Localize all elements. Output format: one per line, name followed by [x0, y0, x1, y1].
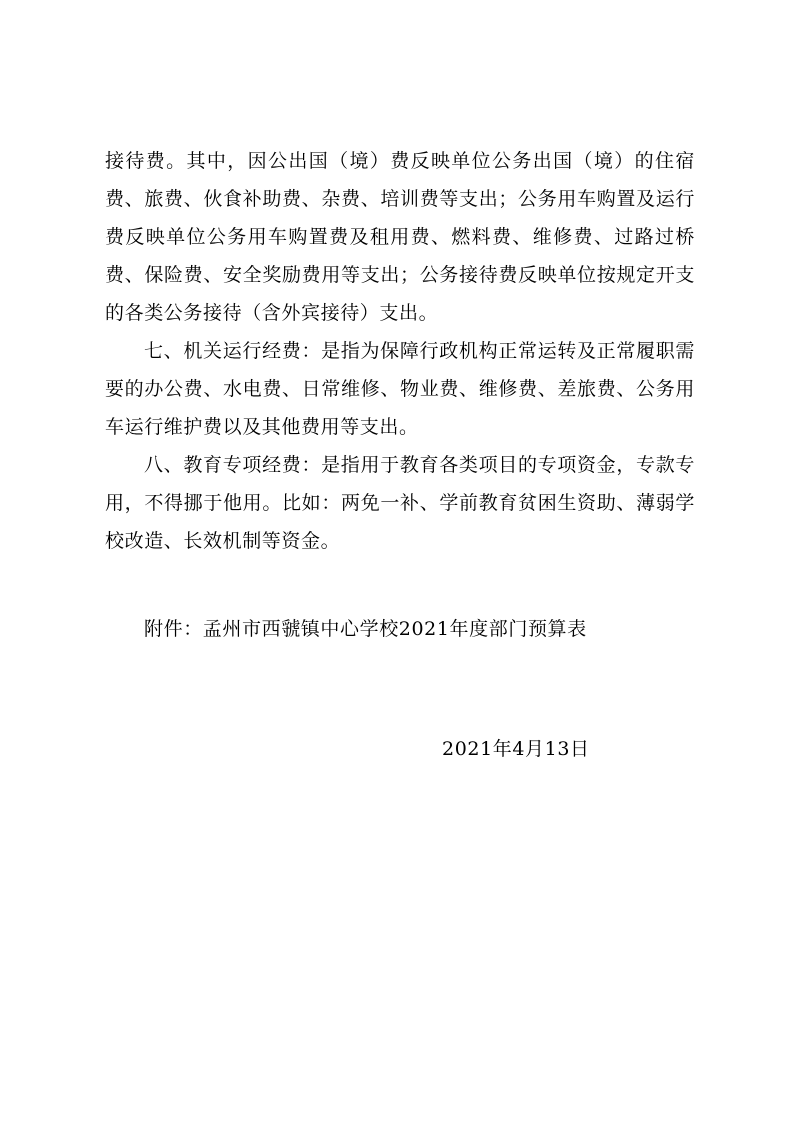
- paragraph-education-special-funds: 八、教育专项经费：是指用于教育各类项目的专项资金，专款专用，不得挪于他用。比如：两免一补、学前教育贫困生资助、薄弱学校改造、长效机制等资金。: [105, 454, 695, 552]
- attachment-line: 附件：孟州市西虢镇中心学校2021年度部门预算表: [144, 618, 587, 640]
- document-date: 2021年4月13日: [442, 738, 590, 760]
- document-body: [105, 142, 695, 560]
- paragraph-reception-fees: 接待费。其中，因公出国（境）费反映单位公务出国（境）的住宿费、旅费、伙食补助费、杂费、培训费等支出；公务用车购置及运行费反映单位公务用车购置费及租用费、燃料费、维修费、过路过桥费、保险费、安全奖励费用等支出；公务接待费反映单位按规定开支的各类公务接待（含外宾接待）支出。: [105, 150, 695, 324]
- paragraph-operating-expenses: 七、机关运行经费：是指为保障行政机构正常运转及正常履职需要的办公费、水电费、日常维修、物业费、维修费、差旅费、公务用车运行维护费以及其他费用等支出。: [105, 340, 695, 438]
